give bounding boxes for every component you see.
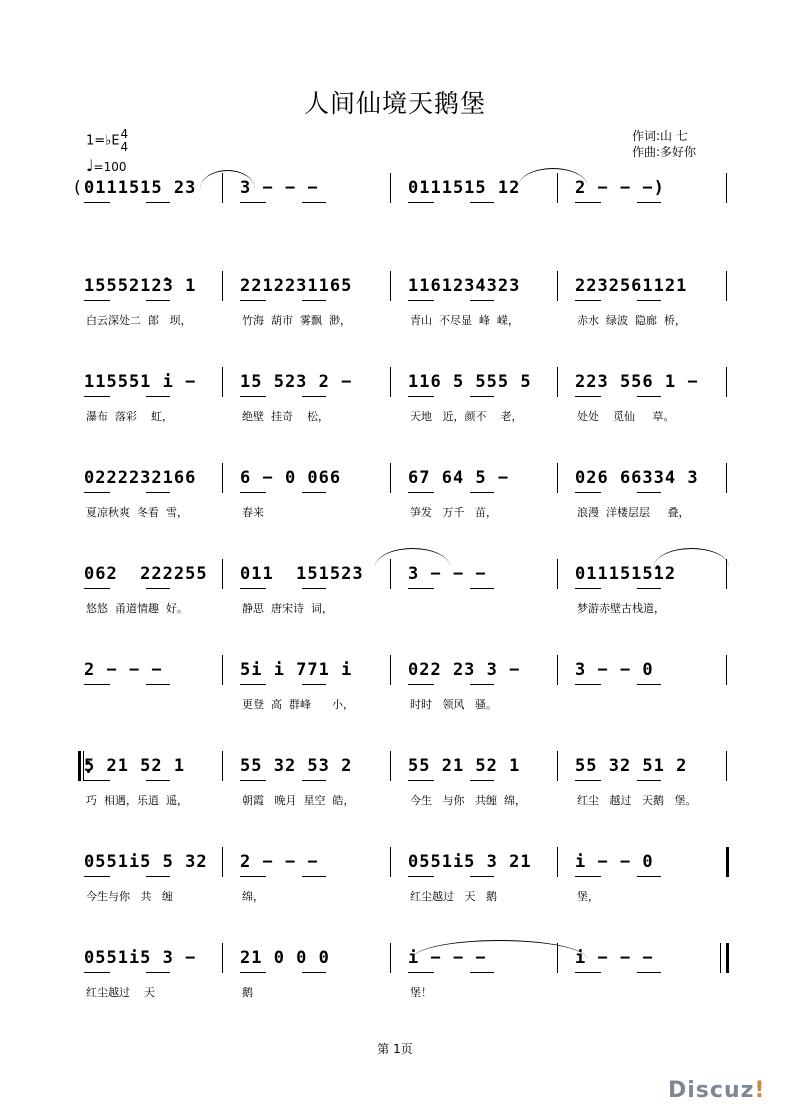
beat-underline [146, 684, 170, 685]
beat-underline [575, 780, 601, 781]
barline [557, 847, 558, 877]
lyric-line: 鹅 [242, 986, 253, 999]
lyric-line: 静思 唐宋诗 词， [242, 602, 333, 615]
beat-underline [637, 492, 661, 493]
barline [557, 271, 558, 301]
beat-underline [470, 300, 494, 301]
lyric-line: 夏凉秋爽 冬看 雪， [86, 506, 188, 519]
barline [557, 367, 558, 397]
beat-underline [637, 396, 661, 397]
beat-underline [240, 780, 266, 781]
lyric-line: 春来 [242, 506, 264, 519]
beat-underline [408, 396, 434, 397]
barline [726, 463, 727, 493]
lyric-line: 红尘越过 天 [86, 986, 155, 999]
barline [726, 173, 727, 203]
beat-underline [146, 588, 170, 589]
barline [390, 751, 391, 781]
beat-underline [146, 972, 170, 973]
beat-underline [408, 972, 434, 973]
beat-underline [637, 876, 661, 877]
tie-arc [654, 548, 729, 567]
watermark-text: Discuz [668, 1078, 755, 1103]
lyric-line: 今生与你 共 缠 [86, 890, 173, 903]
measure-notes: 2 − − − [84, 660, 163, 680]
measure-notes: 2 − − − [240, 852, 319, 872]
beat-underline [302, 300, 326, 301]
barline [726, 367, 727, 397]
time-sig-top: 4 [120, 127, 129, 141]
lyric-line: 更登 高 群峰 小， [242, 698, 354, 711]
lyric-line: 白云深处二 郎 坝， [86, 314, 192, 327]
beat-underline [637, 972, 661, 973]
beat-underline [84, 202, 110, 203]
measure-notes: 1555212̂3 1 [84, 276, 197, 296]
beat-underline [84, 300, 110, 301]
tie-arc [375, 548, 450, 567]
beat-underline [575, 588, 601, 589]
beat-underline [470, 396, 494, 397]
beat-underline [146, 492, 170, 493]
beat-underline [637, 588, 661, 589]
beat-underline [470, 780, 494, 781]
barline [390, 943, 391, 973]
beat-underline [240, 588, 266, 589]
tempo-value: =100 [93, 160, 127, 174]
beat-underline [302, 780, 326, 781]
beat-underline [575, 396, 601, 397]
beat-underline [146, 780, 170, 781]
barline [222, 271, 223, 301]
measure-notes: 3 − − 0 [575, 660, 654, 680]
measure-notes: 0111515̂12 [575, 564, 677, 584]
beat-underline [470, 492, 494, 493]
measure-notes: i − − − [408, 948, 487, 968]
measure-notes: 15 523 2 − [240, 372, 353, 392]
lyric-line: 处处 觅仙 草。 [577, 410, 675, 423]
tie-arc [200, 170, 255, 189]
lyricist: 作词:山 七 [632, 129, 688, 143]
beat-underline [146, 202, 170, 203]
barline [557, 559, 558, 589]
beat-underline [84, 876, 110, 877]
lyric-line: 赤水 绿波 隐廊 桥， [577, 314, 686, 327]
measure-notes: 2232561121 [575, 276, 688, 296]
lyric-line: 浪漫 洋楼层层 叠， [577, 506, 690, 519]
measure-notes: 0111515 23 [84, 178, 197, 198]
final-thin-bar [720, 943, 721, 973]
beat-underline [302, 972, 326, 973]
beat-underline [408, 202, 434, 203]
barline [557, 751, 558, 781]
lyric-line: 天地 近，颜不 老， [410, 410, 523, 423]
measure-notes: 5 21 52 1 [84, 756, 186, 776]
beat-underline [575, 972, 601, 973]
barline [222, 367, 223, 397]
watermark-logo [668, 1078, 765, 1103]
watermark-bang: ! [754, 1078, 766, 1103]
beat-underline [302, 396, 326, 397]
lyric-line: 悠悠 甬道情趣 好。 [86, 602, 188, 615]
measure-notes: 0551i5 3 − [84, 948, 197, 968]
beat-underline [84, 684, 110, 685]
lyric-line: 竹海 葫市 雾飘 渺， [242, 314, 351, 327]
beat-underline [302, 588, 326, 589]
beat-underline [575, 300, 601, 301]
measure-notes: 115551 i − [84, 372, 197, 392]
barline [222, 751, 223, 781]
tie-arc [412, 940, 587, 959]
barline [726, 751, 727, 781]
barline [390, 655, 391, 685]
key-prefix: 1= [86, 133, 106, 149]
beat-underline [146, 396, 170, 397]
measure-notes: 55 21 52 1 [408, 756, 521, 776]
tie-arc [518, 168, 588, 187]
beat-underline [637, 202, 661, 203]
beat-underline [408, 684, 434, 685]
time-sig-bottom: 4 [120, 140, 129, 154]
measure-notes: i − − 0 [575, 852, 654, 872]
measure-notes: 1161234323 [408, 276, 521, 296]
key-note: E [111, 133, 120, 149]
beat-underline [470, 202, 494, 203]
lyric-line: 朝霞 晚月 星空 皓， [242, 794, 355, 807]
beat-underline [84, 972, 110, 973]
measure-notes: 062 222255 [84, 564, 208, 584]
lyric-line: 堡， [577, 890, 599, 903]
barline [726, 847, 729, 877]
beat-underline [84, 396, 110, 397]
lyric-line: 巧 相遇，乐逍 遥， [86, 794, 188, 807]
barline [390, 367, 391, 397]
measure-notes: 0111515 12 [408, 178, 521, 198]
beat-underline [84, 588, 110, 589]
barline [390, 173, 391, 203]
beat-underline [575, 876, 601, 877]
beat-underline [575, 202, 601, 203]
measure-notes: 116 5 555 5 [408, 372, 532, 392]
beat-underline [575, 684, 601, 685]
barline [726, 271, 727, 301]
measure-notes: 0551i5 3 21 [408, 852, 532, 872]
barline [557, 463, 558, 493]
lyric-line: 绝壁 挂奇 松， [242, 410, 329, 423]
key-signature [86, 128, 128, 154]
beat-underline [240, 876, 266, 877]
measure-notes: 022 23 3 − [408, 660, 521, 680]
page-number: 第 1页 [377, 1042, 413, 1056]
open-paren: ( [72, 178, 84, 198]
lyric-line: 红尘越过 天 鹅 [410, 890, 497, 903]
barline [557, 655, 558, 685]
beat-underline [240, 492, 266, 493]
measure-notes: 026 66334 3 [575, 468, 699, 488]
lyric-line: 青山 不尽显 峰 嵘， [410, 314, 519, 327]
barline [222, 847, 223, 877]
beat-underline [240, 300, 266, 301]
lyric-line: 红尘 越过 天鹅 堡。 [577, 794, 697, 807]
lyric-line: 瀑布 落彩 虹， [86, 410, 173, 423]
barline [726, 943, 729, 973]
tempo-marking [86, 156, 127, 175]
beat-underline [240, 202, 266, 203]
beat-underline [637, 780, 661, 781]
lyric-line: 时时 领风 骚。 [410, 698, 497, 711]
measure-notes: 223 556 1 − [575, 372, 699, 392]
beat-underline [146, 876, 170, 877]
measure-notes: 2 − − −) [575, 178, 665, 198]
repeat-start-bar [78, 751, 81, 781]
beat-underline [470, 588, 494, 589]
measure-notes: 0551i5 5 32 [84, 852, 208, 872]
measure-notes: 011 151523 [240, 564, 364, 584]
measure-notes: 55 32 51 2 [575, 756, 688, 776]
barline [222, 463, 223, 493]
beat-underline [470, 684, 494, 685]
beat-underline [637, 300, 661, 301]
beat-underline [470, 972, 494, 973]
composer: 作曲:多好你 [632, 145, 697, 159]
barline [222, 559, 223, 589]
barline [726, 655, 727, 685]
beat-underline [408, 588, 434, 589]
measure-notes: 3 − − − [408, 564, 487, 584]
beat-underline [84, 780, 110, 781]
lyric-line: 笋发 万千 苗， [410, 506, 497, 519]
flat-icon: ♭ [105, 133, 112, 149]
lyric-line: 绵， [242, 890, 264, 903]
song-title: 人间仙境天鹅堡 [303, 89, 486, 118]
beat-underline [240, 396, 266, 397]
beat-underline [408, 492, 434, 493]
beat-underline [637, 684, 661, 685]
measure-notes: 2212231165 [240, 276, 353, 296]
barline [390, 847, 391, 877]
measure-notes: 6 − 0 066 [240, 468, 342, 488]
measure-notes: i − − − [575, 948, 654, 968]
beat-underline [408, 780, 434, 781]
measure-notes: 67 64 5 − [408, 468, 510, 488]
beat-underline [146, 300, 170, 301]
measure-notes: 0222232166 [84, 468, 197, 488]
lyric-line: 梦游赤壁古栈道， [577, 602, 665, 615]
beat-underline [84, 492, 110, 493]
lyric-line: 今生 与你 共缠 绵， [410, 794, 526, 807]
beat-underline [302, 684, 326, 685]
beat-underline [240, 684, 266, 685]
measure-notes: 21 0 0 0 [240, 948, 330, 968]
lyric-line: 堡！ [410, 986, 432, 999]
barline [222, 943, 223, 973]
time-signature [121, 128, 129, 154]
beat-underline [408, 300, 434, 301]
beat-underline [470, 876, 494, 877]
beat-underline [302, 202, 326, 203]
beat-underline [302, 492, 326, 493]
beat-underline [575, 492, 601, 493]
measure-notes: 3 − − − [240, 178, 319, 198]
beat-underline [240, 972, 266, 973]
barline [390, 271, 391, 301]
beat-underline [408, 876, 434, 877]
measure-notes: 55 32 53 2 [240, 756, 353, 776]
barline [390, 463, 391, 493]
quarter-note-icon: ♩ [86, 156, 94, 175]
barline [222, 655, 223, 685]
beat-underline [302, 876, 326, 877]
measure-notes: 5i i 771 i [240, 660, 353, 680]
credits [632, 128, 696, 160]
